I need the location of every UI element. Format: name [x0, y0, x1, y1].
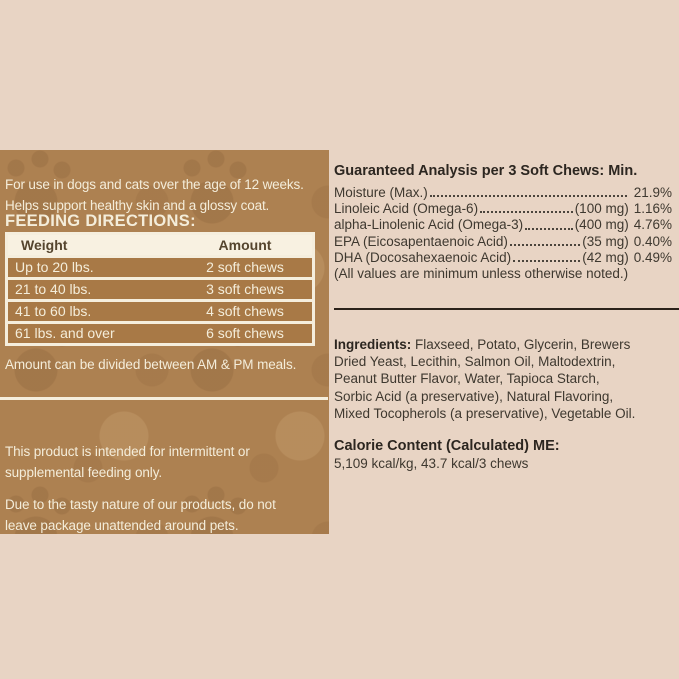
- ingredients-line: Sorbic Acid (a preservative), Natural Flavoring,: [334, 388, 614, 404]
- ingredients-line: Peanut Butter Flavor, Water, Tapioca Starch,: [334, 371, 600, 387]
- ingredients-line: Dried Yeast, Lecithin, Salmon Oil, Maltodextrin,: [334, 354, 616, 370]
- feeding-directions-heading: FEEDING DIRECTIONS:: [5, 212, 196, 230]
- analysis-amount: (35 mg): [582, 233, 629, 249]
- usage-intro-line1: For use in dogs and cats over the age of 12 weeks.: [5, 176, 304, 192]
- weight-cell: 61 lbs. and over: [15, 325, 115, 341]
- weight-cell: 21 to 40 lbs.: [15, 281, 92, 297]
- analysis-row: [334, 185, 672, 201]
- analysis-label: DHA (Docosahexaenoic Acid): [334, 249, 512, 265]
- weight-cell: 41 to 60 lbs.: [15, 303, 92, 319]
- amount-cell: 3 soft chews: [206, 281, 284, 297]
- feeding-table-header-weight: Weight: [21, 237, 68, 253]
- am-pm-note: Amount can be divided between AM & PM meals.: [5, 357, 297, 372]
- amount-cell: 6 soft chews: [206, 325, 284, 341]
- guaranteed-analysis-section: [334, 162, 672, 282]
- caution-line2: leave package unattended around pets.: [5, 518, 239, 533]
- feeding-table-header-row: [8, 235, 312, 255]
- section-divider: [334, 308, 679, 310]
- analysis-row: [334, 234, 672, 250]
- calorie-content-value: 5,109 kcal/kg, 43.7 kcal/3 chews: [334, 456, 529, 471]
- usage-intro-text: [5, 174, 304, 216]
- analysis-value: 0.40%: [633, 233, 672, 249]
- analysis-amount: (400 mg): [574, 217, 629, 233]
- table-row: [8, 280, 312, 299]
- analysis-value: 4.76%: [633, 217, 672, 233]
- analysis-label: Linoleic Acid (Omega-6): [334, 201, 479, 217]
- panel-divider: [0, 397, 328, 400]
- intermittent-feeding-text: [5, 441, 250, 484]
- ingredients-line: [334, 336, 676, 353]
- dot-leader: [510, 244, 580, 246]
- analysis-row: [334, 201, 672, 217]
- guaranteed-analysis-heading: Guaranteed Analysis per 3 Soft Chews: Min.: [334, 163, 638, 179]
- analysis-amount: (42 mg): [582, 249, 629, 265]
- weight-cell: Up to 20 lbs.: [15, 259, 94, 275]
- intermittent-line2: supplemental feeding only.: [5, 465, 163, 480]
- analysis-label: alpha-Linolenic Acid (Omega-3): [334, 217, 524, 233]
- analysis-value: 1.16%: [633, 201, 672, 217]
- amount-cell: 4 soft chews: [206, 303, 284, 319]
- calorie-content-heading: Calorie Content (Calculated) ME:: [334, 438, 560, 454]
- amount-cell: 2 soft chews: [206, 259, 284, 275]
- table-row: [8, 302, 312, 321]
- intermittent-line1: This product is intended for intermittent or: [5, 443, 250, 459]
- dot-leader: [525, 228, 573, 230]
- dot-leader: [513, 260, 580, 262]
- ingredients-section: [334, 336, 676, 422]
- feeding-directions-panel: [0, 150, 329, 534]
- ingredients-label: Ingredients:: [334, 337, 412, 352]
- analysis-label: Moisture (Max.): [334, 185, 428, 200]
- analysis-label: EPA (Eicosapentaenoic Acid): [334, 233, 508, 249]
- analysis-row: [334, 250, 672, 266]
- caution-line1: Due to the tasty nature of our products, do not: [5, 496, 276, 512]
- usage-intro-line2: Helps support healthy skin and a glossy coat.: [5, 197, 270, 213]
- analysis-row: [334, 217, 672, 233]
- table-row: [8, 258, 312, 277]
- table-row: [8, 324, 312, 343]
- analysis-amount: (100 mg): [574, 201, 629, 217]
- caution-text: [5, 494, 276, 535]
- dot-leader: [480, 211, 573, 213]
- feeding-table: [5, 232, 315, 346]
- dot-leader: [430, 195, 627, 197]
- analysis-footnote: (All values are minimum unless otherwise noted.): [334, 266, 629, 282]
- ingredients-line: Mixed Tocopherols (a preservative), Vegetable Oil.: [334, 405, 636, 421]
- analysis-value: 0.49%: [633, 249, 672, 265]
- feeding-table-header-amount: Amount: [218, 237, 272, 253]
- ingredients-line1-text: Flaxseed, Potato, Glycerin, Brewers: [411, 337, 631, 352]
- analysis-value: 21.9%: [633, 185, 672, 200]
